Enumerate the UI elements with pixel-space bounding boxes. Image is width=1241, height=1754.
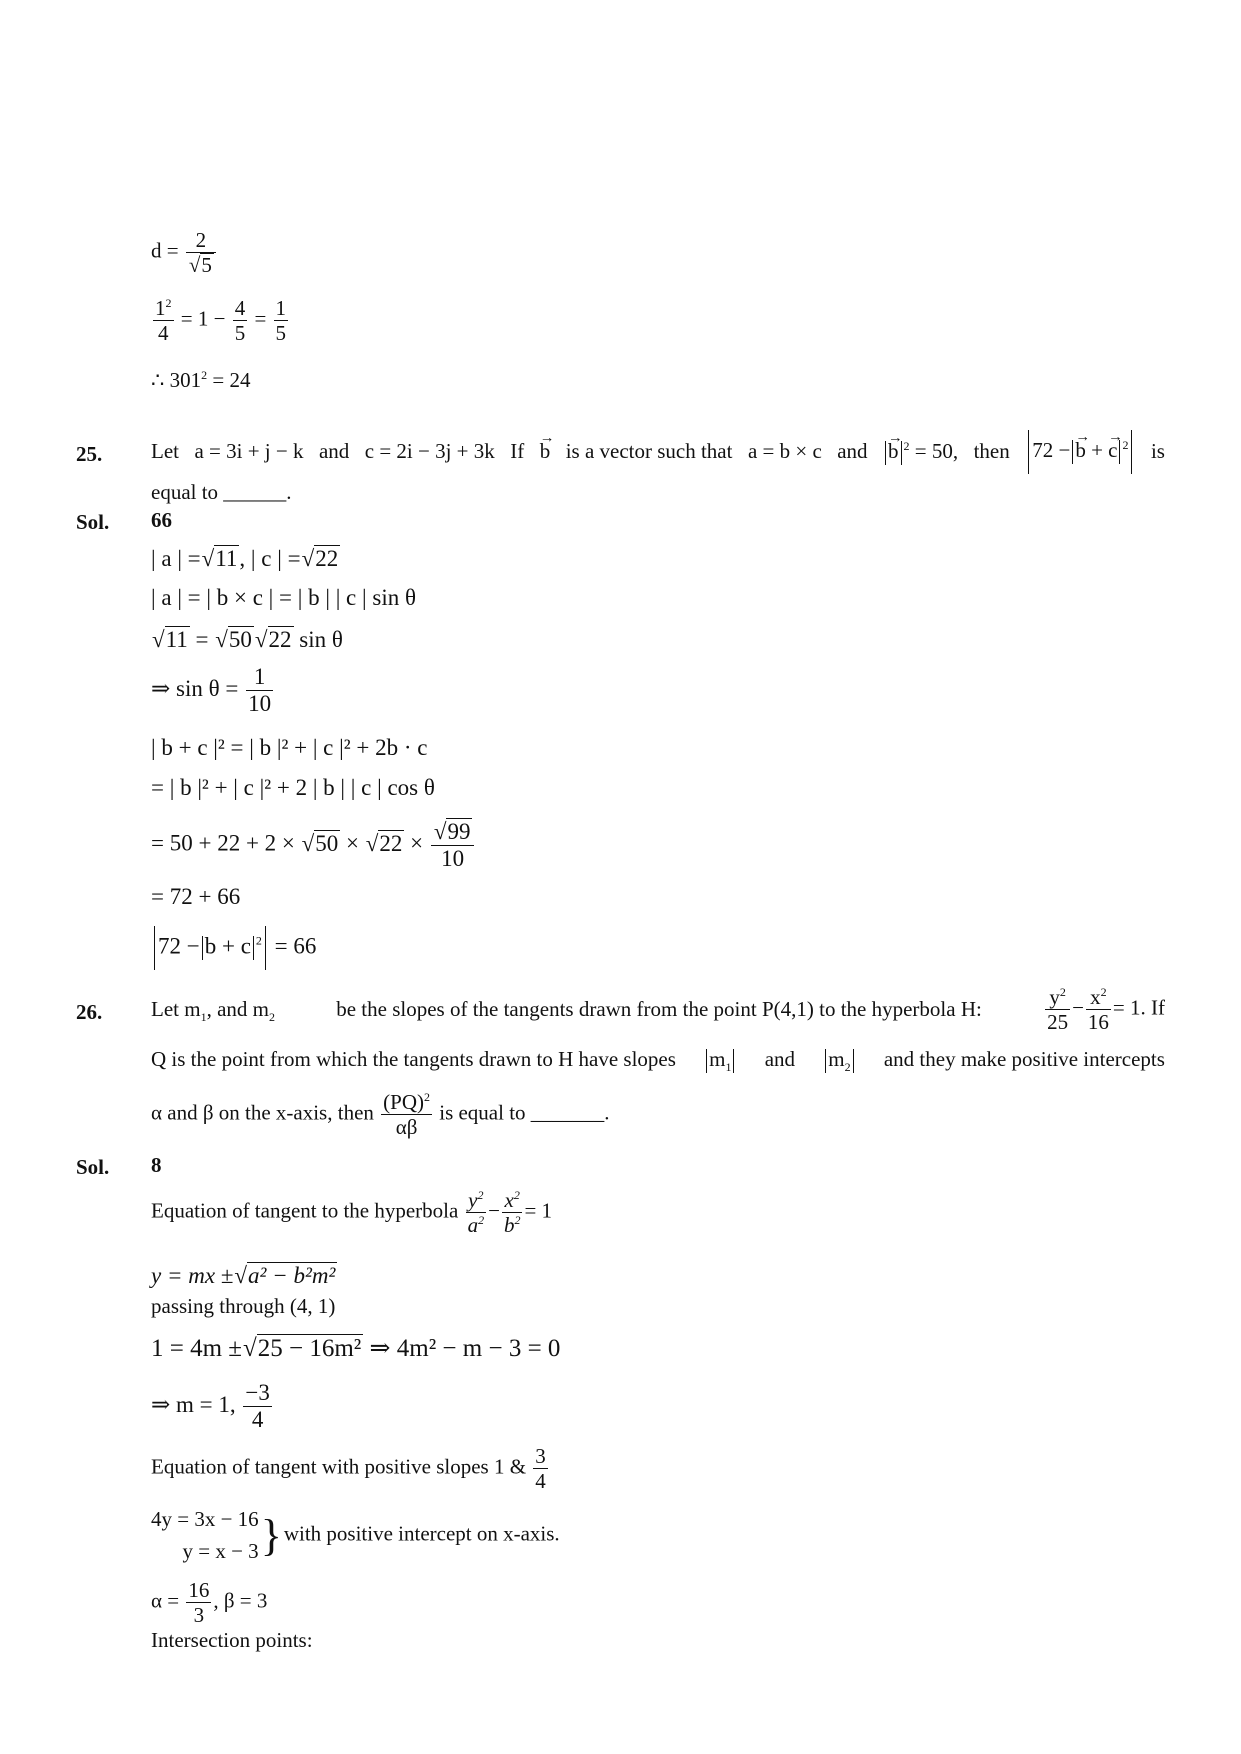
solution-label-25: Sol. [76, 510, 110, 534]
sol26-step2: y = mx ±√a² − b²m² [151, 1263, 336, 1288]
question-26-line3: α and β on the x-axis, then $\frac{(PQ)^2}{\alpha\beta}$ is equal to _______. [151, 1090, 610, 1140]
prev-eq-2: $\frac{1^2}{4}$ = 1 − $\frac{4}{5}$ = $\frac{1}{5}$ [155, 296, 287, 346]
fraction: $\frac{√99}{10}$ [431, 818, 475, 873]
question-number-25: 25. [76, 442, 103, 466]
right-brace: } [260, 1510, 282, 1560]
sol26-step9: Intersection points: [151, 1628, 313, 1652]
sol26-step3: passing through (4, 1) [151, 1294, 336, 1318]
sol25-step5: | b + c |² = | b |² + | c |² + 2b · c [151, 735, 428, 760]
question-25-text: Let a = 3i + j − k and c = 2i − 3j + 3k If → b is a vector such that a = b × c and → b $^2$ = 50, then 72 −→ b + → c $^2$ is [151, 430, 1165, 474]
answer-26: 8 [151, 1153, 162, 1177]
prev-eq-d: d = $\frac{2}{√5}$ [151, 228, 218, 277]
fraction: $\frac{-3}{4}$ [245, 1380, 270, 1433]
fraction: $\frac{4}{5}$ [234, 296, 246, 346]
sol25-step9: 72 − b + c $^2$ = 66 [151, 926, 316, 970]
fraction: $\frac{16}{3}$ [188, 1578, 210, 1628]
sol25-step3: √11 = √50 √22 sin θ [152, 627, 343, 652]
solution-label-26: Sol. [76, 1155, 110, 1179]
fraction: $\frac{(PQ)^2}{\alpha\beta}$ [383, 1090, 430, 1140]
question-26-line2: Q is the point from which the tangents drawn to H have slopes $m_1$ and $m_2$ and they make positive intercepts [151, 1047, 1165, 1075]
prev-eq-3: ∴ $301^2 = 24$ [151, 368, 251, 392]
sol25-step7: = 50 + 22 + 2 × √50 × √22 × $\frac{√99}{10}$ [151, 818, 476, 873]
sol26-step4: 1 = 4m ±√25 − 16m² ⇒ 4m² − m − 3 = 0 [151, 1335, 561, 1362]
vector-c-def: c = 2i − 3j + 3k [364, 439, 495, 464]
fraction: $\frac{x^2}{16}$ [1087, 985, 1109, 1035]
fraction: $\frac{1^2}{4}$ [155, 296, 172, 346]
cross-condition: a = b × c [747, 439, 822, 464]
answer-25: 66 [151, 508, 172, 532]
question-26-line1: Let $m_1$, and $m_2$ be the slopes of the tangents drawn from the point P(4,1) to the hyperbola H: $\frac{y^2}{25}$ − $\frac{x^2}{16}$ = 1. If [151, 985, 1165, 1035]
sol26-step5: ⇒ m = 1, $\frac{-3}{4}$ [151, 1380, 270, 1433]
sol25-step8: = 72 + 66 [151, 884, 241, 909]
sol26-step6: Equation of tangent with positive slopes 1 & $\frac{3}{4}$ [151, 1444, 546, 1494]
fraction: $\frac{2}{√5}$ [186, 228, 216, 277]
sol26-step1: Equation of tangent to the hyperbola $\frac{y^2}{a^2}$ − $\frac{x^2}{b^2}$ = 1 [151, 1188, 553, 1238]
sol25-step1: | a | =√11, | c | =√22 [151, 546, 339, 571]
question-25-tail: equal to ______. [151, 480, 292, 504]
question-number-26: 26. [76, 1000, 103, 1024]
sol25-step6: = | b |² + | c |² + 2 | b | | c | cos θ [151, 775, 435, 800]
fraction: $\frac{x^2}{b^2}$ [503, 1188, 521, 1238]
sol26-step8: α = $\frac{16}{3}$ , β = 3 [151, 1578, 268, 1628]
sol25-step2: | a | = | b × c | = | b | | c | sin θ [151, 585, 416, 610]
sol25-step4: ⇒ sin θ = $\frac{1}{10}$ [151, 664, 272, 717]
fraction: $\frac{1}{5}$ [275, 296, 287, 346]
fraction: $\frac{3}{4}$ [535, 1444, 546, 1494]
fraction: $\frac{1}{10}$ [248, 664, 272, 717]
vector-a-def: a = 3i + j − k [194, 439, 304, 464]
fraction: $\frac{y^2}{a^2}$ [467, 1188, 485, 1238]
equation-system: 4y = 3x − 16 y = x − 3 [151, 1507, 259, 1563]
fraction: $\frac{y^2}{25}$ [1047, 985, 1069, 1035]
sol26-step7: 4y = 3x − 16 y = x − 3 }with positive intercept on x-axis. [151, 1504, 560, 1567]
